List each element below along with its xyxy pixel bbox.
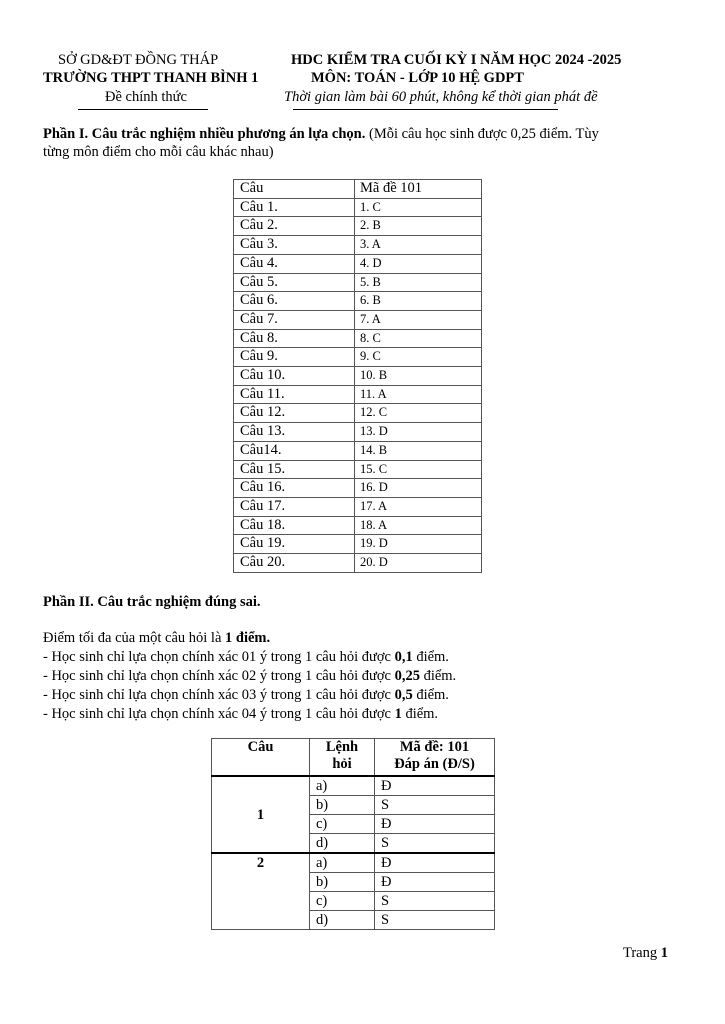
max-score-value: 1 điểm. bbox=[225, 630, 271, 646]
answer-cell: 9. C bbox=[355, 348, 482, 367]
rule-score: 0,1 bbox=[394, 649, 413, 665]
answer-cell: 5. B bbox=[355, 273, 482, 292]
rule-score: 0,25 bbox=[394, 668, 420, 684]
page-label: Trang bbox=[623, 945, 661, 961]
statement-cell: a) bbox=[310, 776, 375, 796]
answer-cell: 10. B bbox=[355, 367, 482, 386]
answer-cell: 15. C bbox=[355, 460, 482, 479]
table-row bbox=[234, 497, 482, 516]
table-row bbox=[234, 329, 482, 348]
answer-cell: S bbox=[375, 892, 495, 911]
table-row bbox=[234, 423, 482, 442]
question-cell: Câu 15. bbox=[234, 460, 355, 479]
answer-cell: 12. C bbox=[355, 404, 482, 423]
question-cell: Câu 16. bbox=[234, 479, 355, 498]
question-cell: Câu 18. bbox=[234, 516, 355, 535]
official-exam-label: Đề chính thức bbox=[105, 89, 187, 105]
statement-cell: c) bbox=[310, 815, 375, 834]
answer-cell: 1. C bbox=[355, 198, 482, 217]
header-question bbox=[212, 739, 310, 777]
header-answer bbox=[375, 739, 495, 777]
answer-cell: 7. A bbox=[355, 310, 482, 329]
answer-cell: 14. B bbox=[355, 441, 482, 460]
question-cell: Câu 8. bbox=[234, 329, 355, 348]
rule-suffix: điểm. bbox=[401, 706, 439, 722]
statement-cell: d) bbox=[310, 834, 375, 854]
exam-title: HDC KIỂM TRA CUỐI KỲ I NĂM HỌC 2024 -2025 bbox=[291, 52, 622, 68]
rule-suffix: điểm. bbox=[412, 687, 449, 703]
subject-title: MÔN: TOÁN - LỚP 10 HỆ GDPT bbox=[311, 70, 524, 86]
rule-score: 0,5 bbox=[394, 687, 413, 703]
table-row bbox=[234, 404, 482, 423]
answer-cell: 17. A bbox=[355, 497, 482, 516]
statement-cell: b) bbox=[310, 796, 375, 815]
max-score-prefix: Điểm tối đa của một câu hỏi là bbox=[43, 630, 226, 646]
table-row bbox=[234, 479, 482, 498]
answer-cell: S bbox=[375, 834, 495, 854]
answer-cell: 3. A bbox=[355, 236, 482, 255]
answer-cell: 20. D bbox=[355, 554, 482, 573]
table-row bbox=[234, 516, 482, 535]
question-number-cell: 2 bbox=[212, 853, 310, 930]
exam-duration: Thời gian làm bài 60 phút, không kể thời gian phát đề bbox=[284, 89, 598, 105]
statement-cell: a) bbox=[310, 853, 375, 873]
table-row bbox=[234, 292, 482, 311]
answer-cell: 13. D bbox=[355, 423, 482, 442]
table-row bbox=[234, 460, 482, 479]
answer-cell: 11. A bbox=[355, 385, 482, 404]
scoring-rule bbox=[43, 706, 438, 723]
question-number-cell: 1 bbox=[212, 776, 310, 853]
header-statement bbox=[310, 739, 375, 777]
statement-cell: d) bbox=[310, 911, 375, 930]
table-row bbox=[234, 441, 482, 460]
table-row bbox=[212, 853, 495, 873]
question-cell: Câu 5. bbox=[234, 273, 355, 292]
part1-note-cont: từng môn điểm cho mỗi câu khác nhau) bbox=[43, 144, 274, 160]
answer-cell: Đ bbox=[375, 776, 495, 796]
part2-title: Phần II. Câu trắc nghiệm đúng sai. bbox=[43, 594, 261, 610]
question-cell: Câu 3. bbox=[234, 236, 355, 255]
question-cell: Câu14. bbox=[234, 441, 355, 460]
rule-prefix: - Học sinh chỉ lựa chọn chính xác 04 ý trong 1 câu hỏi được bbox=[43, 706, 395, 722]
answer-cell: S bbox=[375, 796, 495, 815]
part1-heading bbox=[43, 126, 599, 143]
statement-cell: c) bbox=[310, 892, 375, 911]
answer-cell: Đ bbox=[375, 815, 495, 834]
answer-cell: 8. C bbox=[355, 329, 482, 348]
scoring-rule bbox=[43, 649, 449, 666]
table-row bbox=[234, 385, 482, 404]
rule-suffix: điểm. bbox=[419, 668, 457, 684]
answer-cell: 6. B bbox=[355, 292, 482, 311]
question-cell: Câu 13. bbox=[234, 423, 355, 442]
rule-prefix: - Học sinh chỉ lựa chọn chính xác 03 ý trong 1 câu hỏi được bbox=[43, 687, 395, 703]
part1-note: (Mỗi câu học sinh được 0,25 điểm. Tùy bbox=[365, 126, 599, 142]
answer-cell: 19. D bbox=[355, 535, 482, 554]
answer-cell: 4. D bbox=[355, 254, 482, 273]
max-score-line bbox=[43, 630, 270, 647]
part1-title: Phần I. Câu trắc nghiệm nhiều phương án lựa chọn. bbox=[43, 126, 366, 142]
table-row bbox=[234, 348, 482, 367]
header-exam-code: Mã đề 101 bbox=[355, 180, 482, 199]
table-row bbox=[234, 310, 482, 329]
answer-cell: Đ bbox=[375, 853, 495, 873]
table-row bbox=[234, 554, 482, 573]
question-cell: Câu 6. bbox=[234, 292, 355, 311]
question-cell: Câu 4. bbox=[234, 254, 355, 273]
table-row bbox=[234, 367, 482, 386]
table-row bbox=[234, 217, 482, 236]
table-row bbox=[234, 236, 482, 255]
table-row bbox=[234, 254, 482, 273]
rule-score: 1 bbox=[394, 706, 402, 722]
answer-cell: 16. D bbox=[355, 479, 482, 498]
header-question-label: Câu bbox=[247, 739, 274, 755]
header-statement-line1: Lệnh bbox=[325, 739, 359, 755]
left-underline bbox=[78, 109, 208, 110]
page-number bbox=[623, 945, 668, 962]
right-underline bbox=[293, 109, 558, 110]
scoring-rule bbox=[43, 668, 456, 685]
question-cell: Câu 19. bbox=[234, 535, 355, 554]
table-row bbox=[234, 535, 482, 554]
table-row bbox=[234, 273, 482, 292]
statement-cell: b) bbox=[310, 873, 375, 892]
question-cell: Câu 17. bbox=[234, 497, 355, 516]
table-header-row bbox=[234, 180, 482, 199]
part1-answer-table bbox=[233, 179, 482, 573]
table-header-row bbox=[212, 739, 495, 777]
question-cell: Câu 9. bbox=[234, 348, 355, 367]
question-cell: Câu 12. bbox=[234, 404, 355, 423]
department-name: SỞ GD&ĐT ĐỒNG THÁP bbox=[58, 52, 219, 68]
question-cell: Câu 10. bbox=[234, 367, 355, 386]
page-number-value: 1 bbox=[660, 945, 668, 961]
header-answer-line2: Đáp án (Đ/S) bbox=[394, 756, 475, 772]
question-cell: Câu 7. bbox=[234, 310, 355, 329]
scoring-rule bbox=[43, 687, 449, 704]
header-answer-line1: Mã đề: 101 bbox=[399, 739, 470, 755]
answer-cell: 2. B bbox=[355, 217, 482, 236]
table-row bbox=[234, 198, 482, 217]
question-cell: Câu 2. bbox=[234, 217, 355, 236]
rule-prefix: - Học sinh chỉ lựa chọn chính xác 01 ý trong 1 câu hỏi được bbox=[43, 649, 395, 665]
table-row bbox=[212, 776, 495, 796]
answer-cell: 18. A bbox=[355, 516, 482, 535]
header-question: Câu bbox=[234, 180, 355, 199]
part2-answer-table bbox=[211, 738, 495, 930]
header-statement-line2: hỏi bbox=[332, 756, 352, 772]
rule-prefix: - Học sinh chỉ lựa chọn chính xác 02 ý trong 1 câu hỏi được bbox=[43, 668, 395, 684]
school-name: TRƯỜNG THPT THANH BÌNH 1 bbox=[43, 70, 259, 86]
answer-cell: S bbox=[375, 911, 495, 930]
question-cell: Câu 20. bbox=[234, 554, 355, 573]
answer-cell: Đ bbox=[375, 873, 495, 892]
question-cell: Câu 11. bbox=[234, 385, 355, 404]
question-cell: Câu 1. bbox=[234, 198, 355, 217]
rule-suffix: điểm. bbox=[412, 649, 449, 665]
